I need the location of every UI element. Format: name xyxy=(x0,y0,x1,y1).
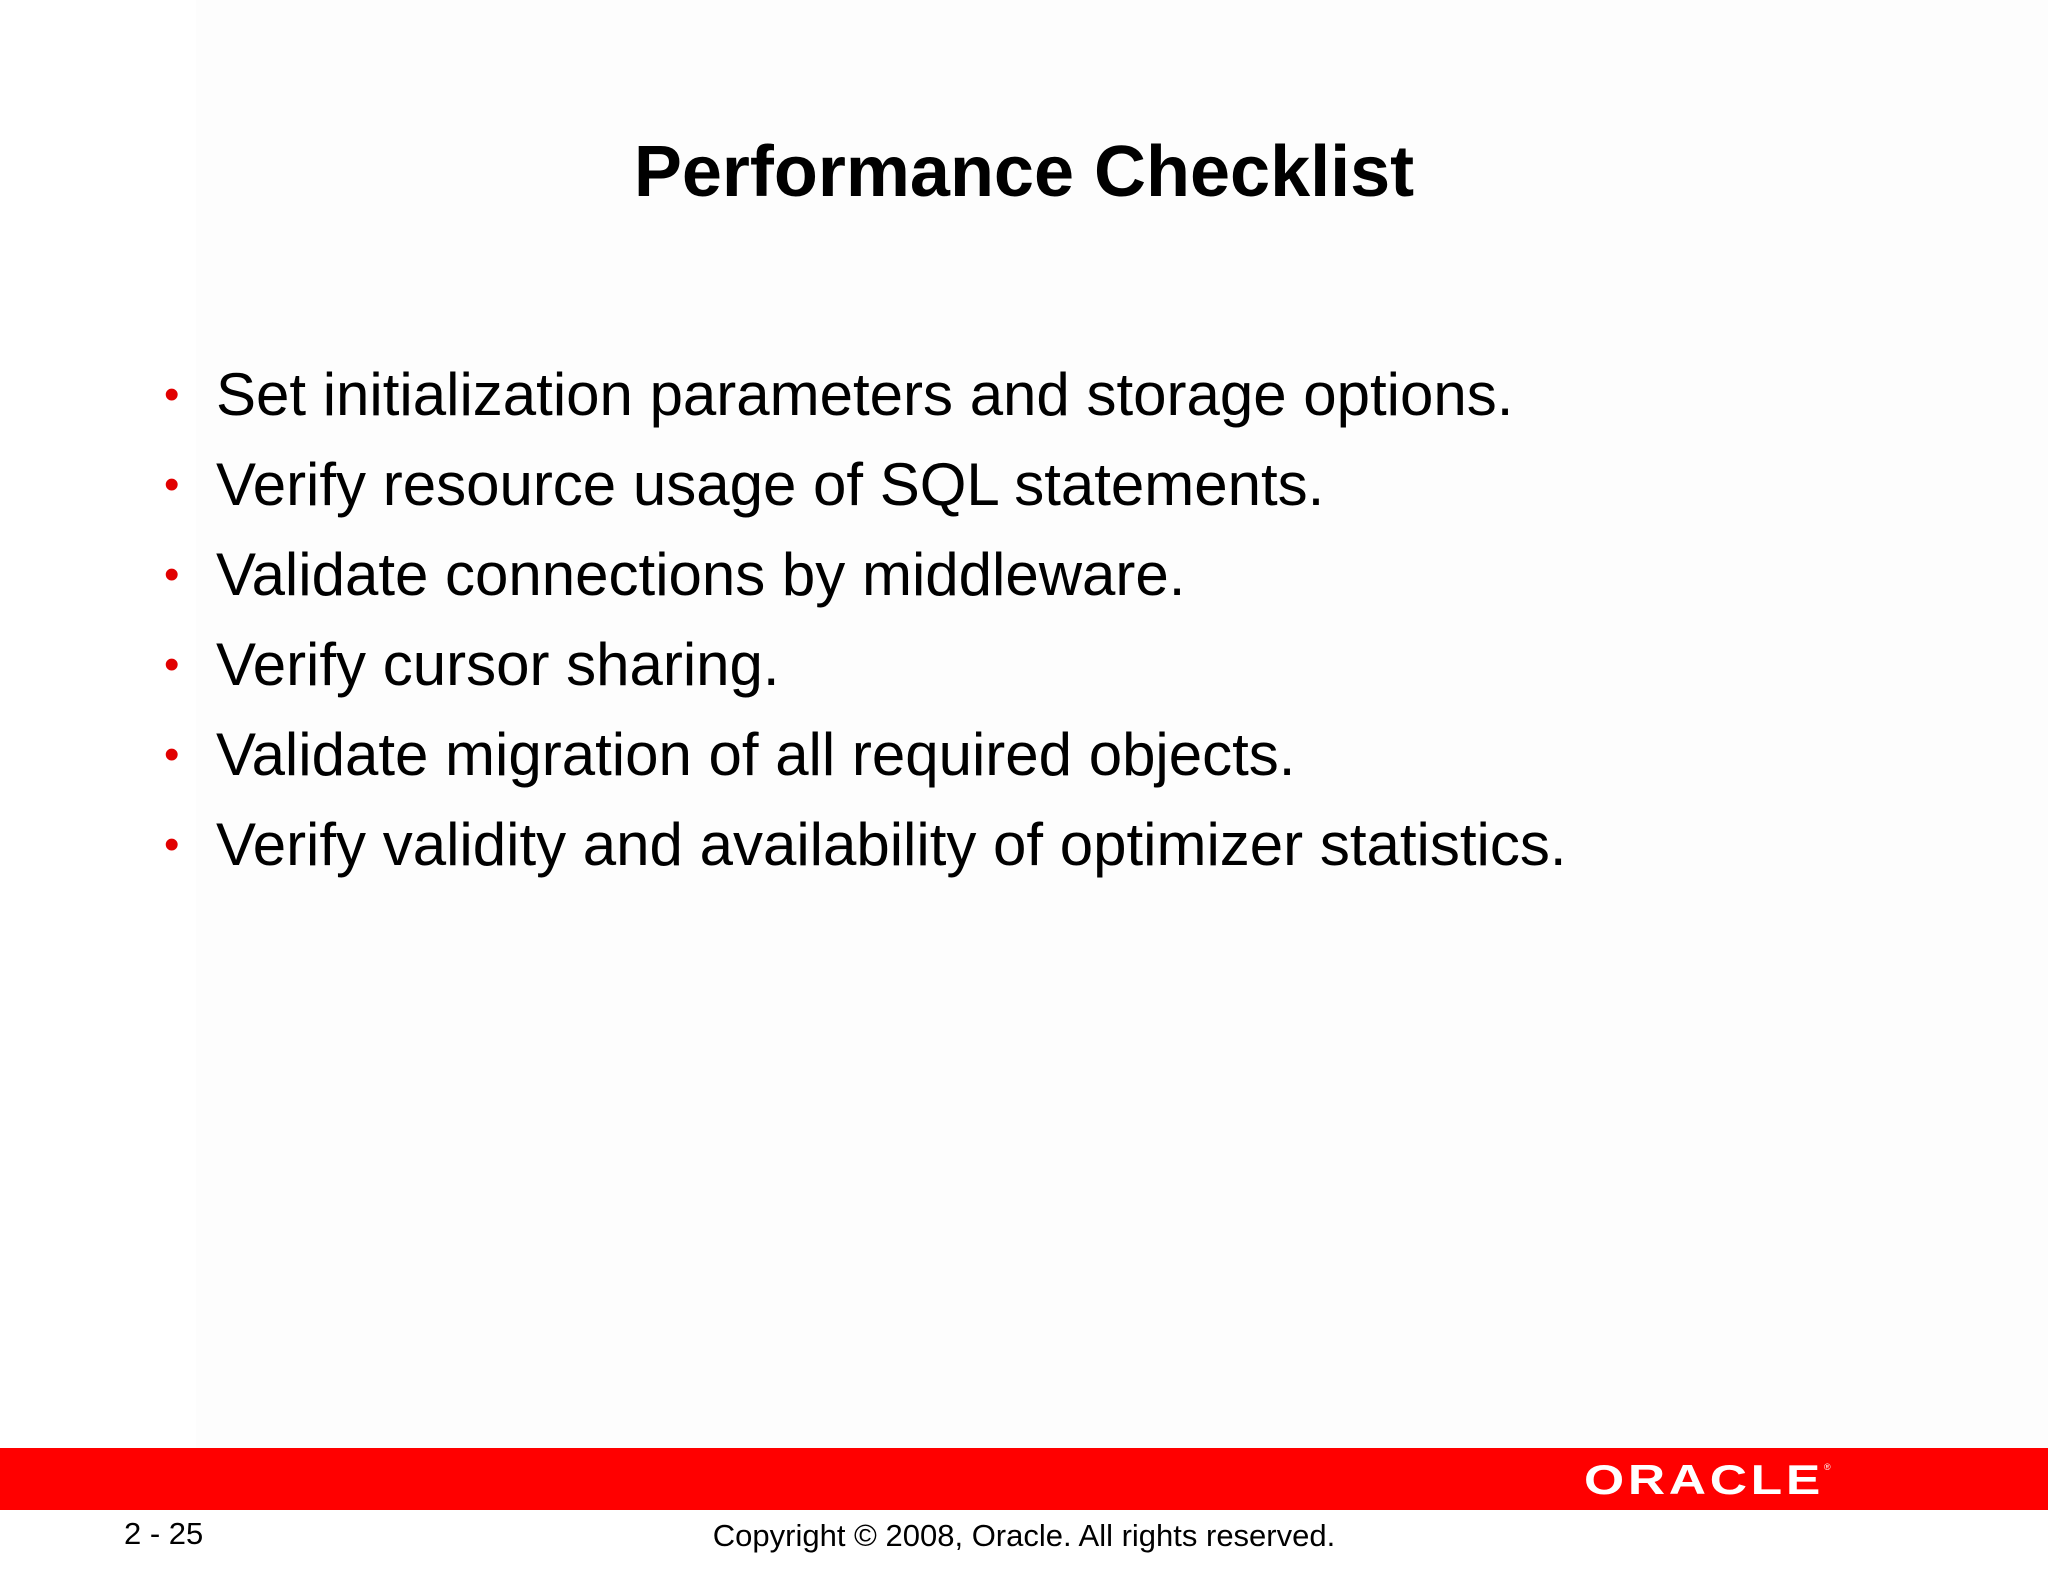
page-number: 2 - 25 xyxy=(124,1516,204,1551)
bullet-icon: • xyxy=(164,370,180,419)
bullet-text: Verify validity and availability of optimizer statistics. xyxy=(216,811,1567,878)
bullet-item xyxy=(160,800,1960,890)
bullet-icon: • xyxy=(164,820,180,869)
bullet-icon: • xyxy=(164,730,180,779)
bullet-text: Validate migration of all required objects. xyxy=(216,721,1296,788)
bullet-item xyxy=(160,350,1960,440)
bullet-list xyxy=(160,350,1960,890)
footer-bar xyxy=(0,1448,2048,1510)
svg-text:ORACLE: ORACLE xyxy=(1584,1458,1824,1502)
bullet-text: Set initialization parameters and storage options. xyxy=(216,361,1514,428)
slide-title: Performance Checklist xyxy=(633,132,1415,212)
bullet-icon: • xyxy=(164,550,180,599)
oracle-logo xyxy=(1584,1458,1834,1502)
bullet-icon: • xyxy=(164,640,180,689)
bullet-text: Verify resource usage of SQL statements. xyxy=(216,451,1325,518)
bullet-item xyxy=(160,530,1960,620)
copyright-notice: Copyright © 2008, Oracle. All rights reserved. xyxy=(712,1518,1336,1553)
bullet-text: Verify cursor sharing. xyxy=(216,631,780,698)
bullet-icon: • xyxy=(164,460,180,509)
bullet-item xyxy=(160,440,1960,530)
bullet-text: Validate connections by middleware. xyxy=(216,541,1186,608)
svg-text:®: ® xyxy=(1824,1462,1831,1472)
bullet-item xyxy=(160,620,1960,710)
bullet-item xyxy=(160,710,1960,800)
